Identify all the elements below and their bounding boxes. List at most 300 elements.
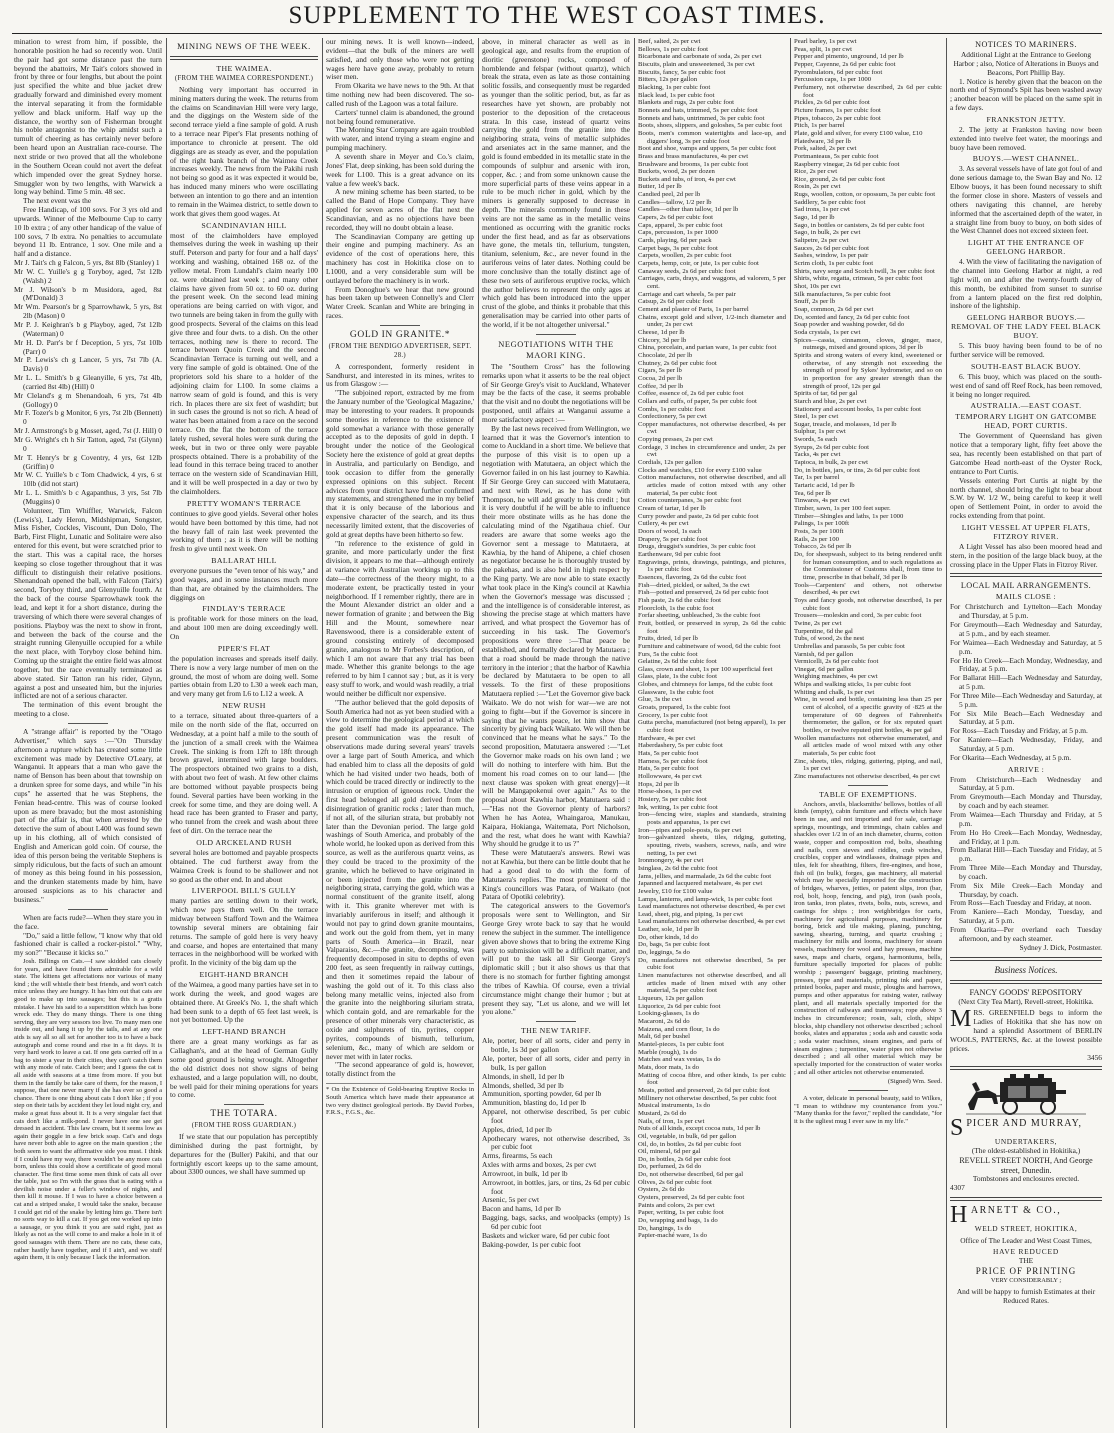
subhead: AUSTRALIA.—EAST COAST. xyxy=(970,401,1082,411)
tariff-item: Maizena, and corn flour, 1s do xyxy=(638,1025,720,1033)
tariff-item: Shirts, white, regatta, crimean, 5s per cubic foot xyxy=(794,275,923,283)
tariff-item: Cotton counterpanes, 3s per cubic foot xyxy=(638,497,742,505)
free-handicap: Free Handicap, of 100 sovs. For 3 yrs old and upwards. Winner of the Melbourne Cup to carry 10 lb extra ; of any other handicap of the value of 100 sovs, 7 lb extra. No penalties to accumulate beyond 11 lb. Entrance, 1 sov. One mile and a half and a distance. xyxy=(14,205,162,259)
tariff-item: Sad irons, 1s per cwt xyxy=(794,206,850,214)
tariff-item: Arsenic, 5s per cwt xyxy=(482,1195,540,1205)
tariff-item: Steel, 1s per cwt xyxy=(794,413,839,421)
tariff-item: Copper manufactures, not otherwise described, 4s per cwt xyxy=(638,420,786,436)
tariff-item: Fish—potted and preserved, 2s 6d per cubic foot xyxy=(638,589,769,597)
tariff-item: Starch and blue, 2s per cwt xyxy=(794,397,867,405)
subhead: BUOYS.—WEST CHANNEL. xyxy=(972,154,1080,164)
paragraph: everyone pursues the "even tenor of his way," and good wages, and in some instances much more than that, are obtained by the claimholders. The diggings on xyxy=(170,566,318,602)
tariff-item: Shot, 10s per cwt xyxy=(794,283,841,290)
mail-item: From Kaniere—Each Monday, Tuesday, and Saturday, at 5 p.m. xyxy=(950,907,1102,926)
section-rule xyxy=(950,1197,1102,1201)
tariff-item: Haberdashery, 5s per cubic foot xyxy=(638,742,723,750)
column-rule xyxy=(166,38,167,1428)
tariff-item: Fruit, bottled, or preserved in syrup, 2s 6d the cubic foot xyxy=(638,619,786,635)
notices-subheading: Additional Light at the Entrance to Geelong Harbor ; also, Notice of Alterations in Buoys and Beacons, Port Phillip Bay. xyxy=(953,50,1099,77)
race-entries xyxy=(14,259,162,507)
heading-rule xyxy=(170,56,318,60)
tariff-item: Nuts of all kinds, except cocoa nuts, 1d per lb xyxy=(638,1125,761,1133)
spicer-name: PICER AND MURRAY, xyxy=(966,1118,1083,1130)
harnett-name: ARNETT & CO., xyxy=(970,1204,1062,1216)
fancy-goods-body xyxy=(950,1006,1102,1053)
tariff-item: Chicory, 3d per lb xyxy=(638,336,687,344)
tariff-item: Nails, of iron, 1s per cwt xyxy=(638,1117,705,1125)
tariff-item: Pepper, Cayenne, 2s 6d per cubic foot xyxy=(794,60,896,68)
tariff-item: Tobacco, 2s 6d per lb xyxy=(794,543,852,551)
tariff-item: Soap powder and washing powder, 6d do xyxy=(794,321,905,329)
race-entry: Mr L. L. Smith's b c Agapanthus, 3 yrs, 5st 7lb (Muggins) 0 xyxy=(14,488,162,506)
paragraph: Carters' tunnel claim is abandoned, the ground not being found remunerative. xyxy=(326,107,474,126)
tariff-item: Iron—galvanized sheets, tiles, ridging, gutteting, spouting, rivets, washers, screws, nails, and wire netting, 1s per cwt xyxy=(638,834,786,857)
paragraph: is profitable work for those miners on the lead, and about 100 men are doing exceedingly well. On xyxy=(170,614,318,642)
tariff-item: Posts, 3s per 100ft xyxy=(794,528,844,535)
paragraph: "The second appearance of gold is, however, totally distinct from the xyxy=(326,1060,474,1079)
mail-item: From Okarita—Per overland each Tuesday afternoon, and by each steamer. xyxy=(950,924,1102,943)
spicer-tombstones: Tombstones and enclosures erected. xyxy=(972,1174,1080,1184)
subhead-new-rush: NEW RUSH xyxy=(222,701,266,711)
tariff-item: Silk manufactures, 5s per cubic foot xyxy=(794,290,891,298)
tariff-item: Percussion caps, 1s per 1000 xyxy=(794,76,872,84)
tariff-item: Confectionery, 5s per cwt xyxy=(638,413,707,421)
tariff-item: Apples, dried, 1d per lb xyxy=(482,1124,552,1134)
mining-news-heading: MINING NEWS OF THE WEEK. xyxy=(177,41,311,51)
mails-close-list xyxy=(950,603,1102,762)
tariff-item: Millinery not otherwise described, 5s per cubic foot xyxy=(638,1094,777,1102)
tariff-item: Swords, 5s each xyxy=(794,436,838,444)
tariff-item: Syrups, 2s 6d per cubic foot xyxy=(794,443,870,451)
tariff-item: Looking-glasses, 1s do xyxy=(638,1010,700,1018)
tariff-item: Almonds, in shell, 1d per lb xyxy=(482,1071,565,1081)
tariff-item: Tubs, of wood, 2s the nest xyxy=(794,635,865,643)
tariff-item: Tar, 1s per barrel xyxy=(794,474,840,482)
exemptions-text: Anchors, anvils, blacksmiths' bellows, bottles of all kinds (empty), cabin furniture and effects which have been in use, and not imported and for sale, carriage springs, mountings, and trimmings, chain cables and shackles over 1/2 in of an inch diameter, churns, cotton waste, copper and composition rod, bolts, sheathing and nails, corn sieves and riddles, crab winches, crucibles, copper and windlasses, drainage pipes and tiles, felt for sheathing, filters, fire-engines, and hose, fish oil (in bulk), forges, gas machinery, all material which may be specially imported for the construction of bridges, wharves, jetties, or patent slips, iron (bar, rod, bolt, hoop, fencing, and pig), iron (sash pools, iron tanks, iron plates, rivets, bolts, nuts, screws, and castings for ships ; iron weighbridges for carts, machinery for agricultural purposes, machinery for boring, brick and tile making, planing, punching, sawing, shearing, turning, and quartz crushing ; machinery for mills and looms, machinery for steam vessels, machinery for wool and hay presses, machine saws, maps and charts, organs, harmoniums, bells, furniture specially imported for places of public worship ; passengers' baggage, printing machinery, presses, type and materials, printing ink and paper, printed books, paper and music, ploughs and harrows, pumps and other apparatus for raising water, railway plant, and all materials specially imported for the construction of railways and tramways; rope above 3 inches in circumference; rosin, salt, cloth, ships' blocks, ship chandlery not otherwise described ; school books, slates and apparatus ; soda ash and caustic soda ; soda water machines, steam engines, and parts of steam engines ; turpentine, water pipes not otherwise described ; and all other material which may be specially imported for the construction of water works ; and all other articles not otherwise enumerated. xyxy=(794,800,942,1076)
tariff-list xyxy=(482,1037,630,1249)
tariff-item: Vinegar, 6d per gallon xyxy=(794,665,854,673)
mail-item: For Okarita—Each Wednesday, at 5 p.m. xyxy=(950,752,1072,762)
waimea-heading: THE WAIMEA. xyxy=(216,64,272,73)
paragraph: the population increases and spreads itself daily. There is now a very large number of men on the ground, the most of whom are doing well. Some parties obtain from L20 to L30 a week each man, and very many get from L6 to L12 a week. A xyxy=(170,653,318,699)
postmaster-signature: Sydney J. Dick, Postmaster. xyxy=(1019,942,1102,952)
notice: 5. This buoy having been found to be of no further service will be removed. xyxy=(950,341,1102,360)
tariff-item: Sago, 1d per lb xyxy=(794,214,835,222)
notice: A Light Vessel has also been moored head and stern, in the position of the large black buoy, at the crossing place in the Upper Flats in Fitzroy River. xyxy=(950,541,1102,569)
mails-arrive-heading: ARRIVE : xyxy=(1007,764,1045,774)
notice: 3. As several vessels have of late got foul of and done serious damage to, the Swan Bay and No. 12 Elbow buoys, it has been found necessary to shift the former close in shore. Masters of vessels and others navigating this channel, are hereby informed that the ascertained depth of the water, in a straight line from buoy to buoy, on both sides of the West Channel does not exceed sixteen feet. xyxy=(950,164,1102,236)
tariff-item: Sashes, window, 1s per pair xyxy=(794,252,869,260)
paragraph: to a terrace, situated about three-quarters of a mile on the north side of the flat, occurred on Wednesday, at a point half a mile to the south of the junction of a small creek with the Waimea Creek. The sinking is from 12ft to 18ft through brown gravel, intermixed with large boulders. The prospectors obtained two grains to a dish, with about two feet of wash. At few other claims are bottomed without payable prospects being found. Several parties have been working in the creek for some time, and they are doing well. A head race has been granted to Fraser and party, who tunnel from the creek and wash about three feet of dirt. On the terrace near the xyxy=(170,711,318,836)
tariff-item: Weighing machines, 4s per cwt xyxy=(794,673,878,681)
tariff-item: Do, for sheepwash, subject to its being rendered unfit for human consumption, and to such regulations as the Commissioner of Customs shall, from time to time, prescribe in that behalf, 3d per lb xyxy=(794,550,942,581)
tariff-item: Isinglass, 2s 6d the cubic foot xyxy=(638,864,718,872)
race-entry: Mr Wm. Pearson's br g Sparrowhawk, 5 yrs, 8st 2lb (Mason) 0 xyxy=(14,302,162,321)
tariff-item: Hats, 5s per cubic foot xyxy=(638,750,699,758)
race-entry: Mr J. Tait's ch g Falcon, 5 yrs, 8st 8lb (Stanley) 1 xyxy=(14,258,160,268)
tariff-item: Paper, writing, 1s per cubic foot xyxy=(638,1209,724,1217)
ad-number: 3456 xyxy=(1087,1052,1102,1062)
tariff-item: Bonnets and hats, trimmed, 5s per cubic foot xyxy=(638,106,758,114)
tariff-item: Lead, sheet, pig, and piping, 1s per cwt xyxy=(638,910,743,918)
paragraph: The categorical answers to the Governor's proposals were sent to Wellington, and Sir George Grey wrote back to say that he would renew the subject in the summer. The intelligence given above shows that to bring the extreme King party to submission will be a difficult matter, and will put to the task all Sir George Grey's diplomatic skill ; but it also shows us that that there is no stomach for further fighting amongst the tribes of Kawhia. Of course, even a trivial circumstance might change their humor ; but at present they say, "Let us alone, and we will let you alone." xyxy=(482,901,630,1017)
harnett-very: VERY CONSIDERABLY ; xyxy=(990,1277,1062,1285)
tariff-item: Marble (rough), 1s do xyxy=(638,1048,697,1056)
tariff-item: Tartaric acid, 1d per lb xyxy=(794,482,855,490)
tariff-item: Perfumery, not otherwise described, 2s 6d per cubic foot xyxy=(794,83,942,99)
column-5 xyxy=(638,38,786,1428)
column-7 xyxy=(950,38,1102,1428)
column-3 xyxy=(326,38,474,1428)
tariff-item: Boots, shoes, slippers, and goloshes, 5s per cubic foot xyxy=(638,122,783,130)
tariff-item: Mantel-pieces, 1s per cubic foot xyxy=(638,1040,724,1048)
tariff-item: Umbrellas and parasols, 5s per cubic foot xyxy=(794,642,905,650)
mail-item: From Waimea—Each Thursday and Friday, at 5 p.m. xyxy=(950,810,1102,828)
masthead-rule xyxy=(12,33,1102,34)
tariff-item: Sugar, treacle, and molasses, 1d per lb xyxy=(794,420,897,428)
paragraph: A seventh share in Meyer and Co.'s claim, Jones' Flat, deep sinking, has been sold during the week for L100. This is a great advance on its value a few week's back. xyxy=(326,151,474,188)
tariff-item: Caps, apparel, 3s per cubic foot xyxy=(638,221,723,229)
exemptions-heading: TABLE OF EXEMPTIONS. xyxy=(819,789,917,799)
tariff-item: Ale, porter, beer of all sorts, cider and perry in bulk, 1s per gallon xyxy=(482,1053,630,1072)
subhead-eight-hand: EIGHT-HAND BRANCH xyxy=(199,970,289,980)
tariff-item: Liquorice, 2s 6d per cubic foot xyxy=(638,1002,721,1010)
mail-item: From Greymouth—Each Monday and Thursday, by coach and by each steamer. xyxy=(950,792,1102,811)
tariff-item: Do, scented and fancy, 2s 6d per cubic foot xyxy=(794,313,910,321)
mail-item: For Six Mile Beach—Each Wednesday and Saturday, at 5 p.m. xyxy=(950,708,1102,727)
new-tariff-heading: THE NEW TARIFF. xyxy=(520,1026,592,1036)
subhead-pretty-woman: PRETTY WOMAN'S TERRACE xyxy=(186,498,302,508)
tariff-item: Do, wrapping and bags, 1s do xyxy=(638,1217,718,1225)
tariff-list-continued xyxy=(638,38,786,1240)
separator xyxy=(536,334,576,335)
tariff-item: Canaway seeds, 2s 6d per cubic foot xyxy=(638,267,736,275)
tariff-item: Forfar sheeting, unbleached, 3s the cubic foot xyxy=(638,612,761,620)
tariff-item: Pork, salted, 2s per cwt xyxy=(794,145,857,153)
paragraph: If we state that our population has perceptibly diminished during the past fortnight, by departures for the (Buller) Pakihi, and that our fortnightly escort keeps up to the same amount, about 3300 ounces, we shall have summed up xyxy=(170,1132,318,1177)
tariff-item: Bacon and hams, 1d per lb xyxy=(482,1204,561,1214)
column-4 xyxy=(482,38,630,1428)
tariff-item: Tinwares, 4s per cwt xyxy=(794,497,850,505)
tariff-item: Glue, 3s the cwt xyxy=(638,696,682,704)
tariff-item: Do, perfumed, 2s 6d do xyxy=(638,1163,702,1171)
mail-item: For Waimea—Each Wednesday and Saturday, at 5 p.m. xyxy=(950,637,1102,656)
mail-item: From Ross—Each Tuesday and Friday, at noon. xyxy=(950,898,1092,908)
tariff-item: Tools—Carpenters' and others, not otherwise described, 4s per cwt xyxy=(794,581,942,597)
tariff-item: Toys and fancy goods, not otherwise described, 1s per cubic foot xyxy=(794,596,942,612)
tariff-item: Do, other kinds, 1d do xyxy=(638,933,698,941)
paragraph: From Okarita we have news to the 9th. At that time nothing new had been discovered. The so-called rush of the Lagoon was a total failure. xyxy=(326,81,474,108)
tariff-item: Rosin, 2s per cwt xyxy=(794,183,841,191)
strange-affair: A "strange affair" is reported by the "Otago Advertiser," which says :—"On Thursday afternoon a rupture which has created some little excitement was made by Detective O'Leary, at Wanganui. It appears that a man who gave the name of Benson has been about that township on a drunken spree for some days, and while "in his cups" he asserted that he was Stephens, the Fenian head-centre. This was of course looked upon as mere bravado; but the most astonishing part of the affair is, that when arrested by the detective the sum of about L400 was found sewn up in his clothing, all of which consisted of English and American gold coin. Of course, the idea of this person being the veritable Stephens is simply ridiculous, but the facts of such an amount of money as this being found in his possession, and the drunken statements made by him, have aroused suspicions as to his character and business." xyxy=(14,726,162,904)
tariff-item: Glass, crown and sheet, 1s per 100 superficial feet xyxy=(638,665,773,673)
mail-item: For Christchurch and Lyttelton—Each Monday and Thursday, at 5 p.m. xyxy=(950,602,1102,621)
tariff-item: Harness, 5s per cubic foot xyxy=(638,757,708,765)
tariff-item: Mustard, 2s 6d do xyxy=(638,1109,687,1117)
notices-heading: NOTICES TO MARINERS. xyxy=(975,40,1077,49)
tariff-item: Almonds, shelled, 3d per lb xyxy=(482,1080,564,1090)
mail-item: From Christchurch—Each Wednesday and Saturday, at 5 p.m. xyxy=(950,774,1102,793)
paragraph: several holes are bottomed and payable prospects obtained. The cud furtherst away from the Waimea Creek is found to be shallower and not so good as the other end. In and about xyxy=(170,847,318,884)
tariff-item: Earthenware, 9d per cubic foot xyxy=(638,550,721,558)
paragraph: The Morning Star Company are again troubled with water, and intend trying a steam engine and pumping machinery. xyxy=(326,125,474,153)
paragraph: "In reference to the existence of gold in granite, and more particularly under the first division, it appears to me that—although entirely at variance with Australian workings up to this date—the correctness of the theory might, to a moderate extent, be practically tested in your neighborhood. If I remember rightly, there are in the Mount Alexander district an older and a newer formation of granite ; and between the Big Hill and the Mount, somewhere near Ravenswood, there is a considerable extent of ground consisting entirely of decomposed granite, analogous to Mr Forbes's description, of which I am not aware that any trial has been made. Whether this granite belongs to the age referred to by him I cannot say ; but, as it is very easy stuff to work, and would wash readily, a trial would neither be difficult nor expensive. xyxy=(326,538,474,698)
separator xyxy=(848,785,888,786)
josh-billings-cats: Josh. Billings on Cats.—I saw skidded cats closely for years, and have found them admirable for a wild state. The kittens get affectations nor various of many kind ; the will whistle their best friends, and won't catch mice unless they are hungry. It has him out that cats are good to make up into sausages; but this is a gratis mistake. I have his said to a superstition which has bone wreck ede. They do many things. There is one thing serving, they are very sessors too live. To many men one inside out, and hang it up by the tails, and at any one aids is say all so all set for another too is to have a back autograph and come round and rise in a fit days. It is very hard work to leave a cat. If one gets carried off in a bag to sister a year in their cities, they can't catch them with any mode of rate. Catch beer; and I guess the cat is all aside with seasons at a time from more. If you but them in the family be take care of them, for the reason, I suppose, that one never marry if she has ever so good a chance. There is one thing about cats I don't like ; if you step on their tails by accident they let loud night cry, and make a great fuss about it. It is a very singular fact that cats don't like a milk-pond. I never have one see get dressed in accident. This law cream, but it seems low as again their goggle in a few brick soap. Cat's and dogs have never both able to agree on the main question ; the both seem to want the affirmative side you must. I think if I could have my way, there wouldn't be any more cats born, unless this could show a certificate of good moral character. The first time some men think of cats all over the table, just so I'm with the grass that is eating with a devilish noise under a feller's window of nights, and then kill it mouse. If I was to have a choice between a cat and a striped snake, I would take the snake, because I could get rid of the snake by letting him go. There isn't no sorts way to kill a cat. If you get one worked up into a sausage, or you think it you are said right, just as likely as not as the will come to and make a hole in it of good sausages with them. There are no cats, these cats, rather hastily have together, and if I ain't, and we stuff again them, it is only because I lack the information. xyxy=(14,958,162,1262)
tariff-item: Cordials, 12s per gallon xyxy=(638,459,702,467)
tariff-item: Iron—pipes and pole-posts, 6s per cwt xyxy=(638,826,742,834)
tariff-item: Oil, do, in bottles, 2s 6d per cubic foot xyxy=(638,1140,742,1148)
paragraph: A voter, delicate in personal beauty, said to Wilkes, "I mean to withdraw my countenance from you." "Many thanks for the favor," replied the candidate, "for it is the ugliest mug I ever saw in my life." xyxy=(794,1094,942,1125)
tariff-item: Candles—other than tallow, 1d per lb xyxy=(638,206,739,214)
tariff-item: Buckets and tubs, of iron, 4s per cwt xyxy=(638,175,736,183)
section-rule xyxy=(950,957,1102,961)
spicer-address: REVELL STREET NORTH, And George street, Dunedin. xyxy=(959,1156,1093,1175)
fancy-goods-text: RS. GREENFIELD begs to inform the Ladies of Hokitika that she has now on hand a splendid Assortment of BERLIN WOOLS, PATTERNS, &c. at the lowest possible prices. xyxy=(950,1008,1102,1053)
tariff-item: Timber—Shingles and laths, 1s per 1000 xyxy=(794,512,904,520)
hearse-illustration xyxy=(966,1074,1086,1116)
harnett-office: Office of The Leader and West Coast Times, xyxy=(960,1235,1092,1245)
tariff-item: Engravings, prints, drawings, paintings, and pictures, 1s per cubic foot xyxy=(638,558,786,574)
subhead: FRANKSTON JETTY. xyxy=(986,114,1066,124)
subhead-left-hand: LEFT-HAND BRANCH xyxy=(202,1027,286,1037)
ad-number: 4307 xyxy=(950,1182,965,1192)
race-entry: Mr L. L. Smith's b g Gleanyille, 6 yrs, 7st 4lb, (carried 8st 4lb) (Hill) 0 xyxy=(14,373,162,391)
column-rule xyxy=(478,38,479,1428)
tariff-item: Do, hangings, 1s do xyxy=(638,1224,692,1232)
mail-item: For Ballarat Hill—Each Wednesday and Saturday, at 5 p.m. xyxy=(950,673,1102,692)
tariff-item: Boot and shoe, vamps and uppers, 5s per cubic foot xyxy=(638,145,776,153)
race-entry: Mr W. C. Yuille's g g Toryboy, aged, 7st 12lb (Walsh) 2 xyxy=(14,266,162,285)
paragraph: These were Matutaera's answers. Rewi was not at Kawhia, but there can be little doubt that he had a good deal to do with the form of Matutaera's replies. The most prominent of the King's councillors was Patara, of Waikato (not Patara of Opotiki celebrity). xyxy=(482,848,630,902)
tariff-item: Wine, in wood and bottle, containing less than 25 per cent of alcohol, of a specific gravity of ·825 at the temperature of 60 degrees of Fahrenheit's thermometer, the gallon, or for six reputed quart bottles, or twelve reputed pint bottles, 4s per gal xyxy=(794,696,942,735)
tariff-item: Stationery and account books, 1s per cubic foot xyxy=(794,405,922,413)
tariff-item: Coffee, essence of, 2s 6d per cubic foot xyxy=(638,390,744,398)
totara-source: (FROM THE ROSS GUARDIAN.) xyxy=(191,1122,297,1130)
tariff-item: Bellows, 1s per cubic foot xyxy=(638,45,709,53)
tariff-item: Twine, 2s per cwt xyxy=(794,619,842,627)
tariff-item: Blankets and rugs, 2s per cubic foot xyxy=(638,99,735,107)
separator xyxy=(68,909,108,910)
tariff-item: China, porcelain, and parian ware, 1s per cubic foot xyxy=(638,344,777,352)
tariff-item: Zinc, sheets, tiles, ridging, guttering, piping, and nail, 1s per cwt xyxy=(794,757,942,773)
tariff-item: Hardware, 4s per cwt xyxy=(638,734,696,742)
tariff-item: Do, bags, 5s per cubic foot xyxy=(638,941,710,949)
tariff-list-continued xyxy=(794,38,942,781)
tariff-item: Coffee, 3d per lb xyxy=(638,382,684,390)
tariff-item: Candied peel, 2d per lb xyxy=(638,191,701,199)
tariff-item: Musical instruments, 1s do xyxy=(638,1102,711,1110)
tariff-item: Chutney, 2s 6d per cubic foot xyxy=(638,359,717,367)
tariff-item: Carpets, hemp, coir, or jute, 1s per cubic foot xyxy=(638,260,759,268)
tariff-item: Spirits and strong waters of every kind, sweetened or otherwise, of any strength not exceeding the strength of proof by Sykes' hydrometer, and so on in proportion for any greater strength than the strength of proof, 12s per gal xyxy=(794,351,942,390)
tariff-item: Arms, firearms, 5s each xyxy=(482,1151,553,1161)
tariff-item: Carriages, carts, drays, and waggons, ad valorem, 5 per cent. xyxy=(638,275,786,290)
tariff-item: Lead manufactures not otherwise described, 4s per cwt xyxy=(638,918,786,926)
tariff-item: Snuff, 2s per lb xyxy=(794,298,836,306)
tariff-item: Matches and wax vestas, 1s do xyxy=(638,1056,721,1064)
paragraph: From Donoghue's we hear that new ground has been taken up between Connelly's and Clerr Water Creek. Scanlan and White are bringing in races. xyxy=(326,284,474,321)
tariff-item: Carriage and cart wheels, 5s per pair xyxy=(638,290,736,298)
paragraph: above, in mineral character as well as in geological age, and results from the eruption of dioritic (greenstone) rocks, composed of hornblende and felspar (without quartz), which break the strata, even as late as those containing solitic fossils, and consequently must be regarded as younger than the solitic period, but, as far as researches have yet shown, are probably not posterior to the deposition of the cretaceous strata. In this case, instead of quartz veins carrying the gold from the granite into the neighboring strata, veins of metallic sulphides and arseniates act in the same manner, and the gold is found embedded in its metallic state in the compounds of sulphur and arsenic with iron, copper, &c. ; and from some unknown cause the more superficial parts of these veins appear in a rule to be much richer in gold, which by the miners is generally supposed to decrease in depth. The minerals commonly found in these veins are not the same as in the metallic veins mentioned as occurring with the granitic rocks under the first head, and as far as observations have gone, the metals tin, tellurium, tungsten, titanium, selenium, &c., are never found in the auriferous veins of later dates. Nothing could be more conclusive than the totally distinct age of these two sets of auriferous eruptive rocks, which the author believes to represent the only ages at which gold has been introduced into the upper crust of the globe, and thinks it probable that this generalisation may be carried into other parts of the world, if it be not altogether universal." xyxy=(482,38,630,329)
tariff-item: Furs, 5s the cubic foot xyxy=(638,650,698,658)
harnett-end: And will be happy to furnish Estimates at their Reduced Rates. xyxy=(956,1287,1096,1305)
paragraph: The Scandinavian Company are getting up their engine and pumping machinery. As an evidence of the cost of operations here, this machinery has cost in Hokitika close on to L1000, and a very considerable sum will be outlayed before the machinery is in work. xyxy=(326,231,474,285)
tariff-item: Sago, in bottles or canisters, 2s 6d per cubic foot xyxy=(794,221,925,229)
tariff-item: Butter, 1d per lb xyxy=(638,183,682,191)
tariff-item: Bonnets and hats, untrimmed, 3s per cubic foot xyxy=(638,114,765,122)
tariff-item: Japanned and lacquered metalware, 4s per cwt xyxy=(638,880,763,888)
subhead-findlay: FINDLAY'S TERRACE xyxy=(202,604,286,614)
race-entry: Mr G. Wright's ch h Sir Tatton, aged, 7st (Glynn) 0 xyxy=(14,434,162,453)
paragraph: continues to give good yields. Several other holes would have been bottomed by this time, had not the heavy fall of rain last week prevented the working of them ; as it is there will be nothing fresh to give until next week. On xyxy=(170,508,318,554)
column-6 xyxy=(794,38,942,1428)
tariff-item: Floorcloth, 1s the cubic foot xyxy=(638,604,714,612)
tariff-item: Cutlery, 4s per cwt xyxy=(638,520,689,528)
tariff-item: Pitch, 1s per barrel xyxy=(794,122,845,130)
tariff-item: Pickles, 2s 6d per cubic foot xyxy=(794,99,870,107)
tariff-item: Drapery, 5s per cubic foot xyxy=(638,535,708,543)
tariff-item: Soda crystals, 1s per cwt xyxy=(794,328,861,336)
tariff-item: Buckets, wood, 2s per dozen xyxy=(638,168,715,176)
tariff-item: Grocery, 1s per cubic foot xyxy=(638,711,708,719)
notice: 2. The jetty at Frankston having now been extended into twelve feet water, the moorings and buoy have been removed. xyxy=(950,124,1102,152)
section-rule xyxy=(950,573,1102,577)
business-notices-heading: Business Notices. xyxy=(994,964,1058,975)
race-entry: Mr T. Henry's br g Coventry, 4 yrs, 6st 12lb (Griffin) 0 xyxy=(14,452,162,471)
mail-heading: LOCAL MAIL ARRANGEMENTS. xyxy=(960,581,1092,591)
tariff-item: Brass and brass manufactures, 4s per cwt xyxy=(638,152,749,160)
tariff-item: Macaroni, 2s 6d do xyxy=(638,1018,690,1025)
tariff-item: Spices—cassia, cinnamon, cloves, ginger, mace, nutmegs, mixed and ground spices, 3d per lb xyxy=(794,336,942,352)
subhead-piper: PIPER'S FLAT xyxy=(217,643,271,653)
waimea-source: (FROM THE WAIMEA CORRESPONDENT.) xyxy=(174,75,314,82)
tariff-item: Lead manufactures not otherwise described, 4s per cwt xyxy=(638,903,786,911)
tariff-item: Scrim cloth, 1s per cubic foot xyxy=(794,260,874,268)
paragraph: "The author believed that the gold deposits of South America had not as yet been studied with a view to determine the geological period at which the gold itself had made its appearance. The present communication was the result of observations made during several years' travels over a large part of South America, and which had enabled him to class all the deposits of gold which he had visited under two heads, both of which could be traced directly or indirectly to the intrusion or eruption of igneous rock. Under the first head belonged all gold derived from the disintegration of granitic rocks ; later than much, if not all, of the silurian strata, but probably not later than the Devonian period. The large gold washings of South America, and probably of the whole world, he looked upon as derived from this source, as well as the auriferous quartz veins, as they could be traced to the proximity of the granite, which he believed to have originated in or been injected from the granite into the neighboring strata, carrying the gold, which was a normal constituent of the granite itself, along with it. This granite wherever met with is invariably auriferous in itself; and although it would not pay to grind down granite mountains, and work out the gold from them, yet in many parts of South America—in Brazil, near Valparaiso, &c.—the granite, decomposing, was frequently decomposed in situ to depths of even 200 feet, as seen frequently in railway cuttings, and then it sometimes repaid the labour of washing the gold out of it. To this class also belong many metallic veins, injected also from the granite into the neighboring siluriam strata, which contain gold, and are remarkable for the presence of other minerals very characteristic, as oxide and sulphurets of tin, pyrites, copper pyrites, compounds of bismuth, tellurium, selenium, &c., many of which are seldom or never met with in later rocks. xyxy=(326,697,474,1061)
tariff-item: Rails, 2s per 100 xyxy=(794,535,839,543)
tariff-item: Biscuits, plain and unsweetened, 3s per cwt xyxy=(638,60,755,68)
subhead-ballarat: BALLARAT HILL xyxy=(211,556,277,566)
fancy-goods-title: FANCY GOODS' REPOSITORY xyxy=(969,987,1083,997)
tariff-item: Pepper and pimento, unground, 1d per lb xyxy=(794,53,904,61)
tariff-item: Furniture and cabinetware of wood, 6d the cubic foot xyxy=(638,642,781,650)
tariff-item: Horse-shoes, 1s per cwt xyxy=(638,788,702,796)
tariff-item: Glassware, 1s the cubic foot xyxy=(638,688,714,696)
race-entry: Mr Cleland's g m Shenandoah, 6 yrs, 7st 4lb (Gollogy) 0 xyxy=(14,390,162,409)
tariff-item: Hats, 5s per cubic foot xyxy=(638,765,699,773)
race-entry: Mr J. Armstrong's b g Mosset, aged, 7st (J. Hill) 0 xyxy=(14,426,162,436)
tariff-item: Varnish, 6d per gallon xyxy=(794,650,854,658)
tariff-item: Timber, sawn, 1s per 100 feet super. xyxy=(794,505,891,513)
tariff-item: Mats, door mats, 1s do xyxy=(638,1063,699,1071)
tariff-item: Rice, 2s per cwt xyxy=(794,168,838,176)
totara-heading: THE TOTARA. xyxy=(210,1109,278,1120)
tariff-item: Curry powder and paste, 2s 6d per cubic foot xyxy=(638,512,759,520)
tariff-item: Hollowware, 4s per cwt xyxy=(638,773,702,780)
tariff-item: Pyrombulators, 6d per cubic foot xyxy=(794,68,883,76)
tariff-item: Rugs, woollen, cotton, or opossum, 3s per cubic foot xyxy=(794,191,936,199)
race-entry: Mr P. Lewis's ch g Lancer, 5 yrs, 7st 7lb (A. Davis) 0 xyxy=(14,355,162,374)
tariff-item: Jewelry, £10 for £100 value xyxy=(638,887,713,895)
paragraph: "The subjoined report, extracted by me from the January number of the 'Geological Magazine,' may be interesting to your readers. It propounds some theories in reference to the existence of gold somewhat a variance with those generally accepted as to the deposits of gold in depth. I brought under the notice of the Geological Society here the existence of gold at great depths in Australia, and particularly on Bendigo, and took occasion to differ from the generally expressed opinions on this subject. Recent advices from your district have further confirmed my statements, and strengthened me in my belief that it is only because of the laborious and expensive character of the search, and its thus necessarily limited extent, that the discoveries of gold at great depths have been hitherto so few. xyxy=(326,388,474,539)
subhead: LIGHT AT THE ENTRANCE OF GEELONG HARBOR. xyxy=(967,238,1085,257)
notice: 4. With the view of facilitating the navigation of the channel into Geelong Harbor at night, a red light will, on and after the twenty-fourth day of this month, be exhibited from sunset to sunrise from a lantern placed on the first red dolphin, inshore of the lightship. xyxy=(950,257,1102,311)
tariff-item: Sulphur, 1s per cwt xyxy=(794,428,846,436)
column-rule xyxy=(790,38,791,1428)
tariff-item: Plate, gold and silver, for every £100 value, £10 xyxy=(794,129,923,137)
tariff-item: Pearl barley, 1s per cwt xyxy=(794,38,857,45)
tariff-item: Chains, except gold and silver, 1/2-inch diameter and under, 2s per cwt xyxy=(638,313,786,329)
tariff-item: Apparel, not otherwise described, 5s per cubic foot xyxy=(482,1107,630,1125)
tariff-item: Cement and plaster of Paris, 1s per barrel xyxy=(638,305,749,313)
mails-close-heading: MAILS CLOSE : xyxy=(995,592,1057,602)
paragraph: The "Southern Cross" has the following remarks upon what it asserts to be the real object of Sir George Grey's visit to Auckland, Whatever may be the facts of the case, it seems probable that the visit and no doubt the negotiations will be postponed, until affairs at Wanganui assume a more satisfactory aspect :— xyxy=(482,361,630,424)
termination-paragraph: The termination of this event brought the meeting to a close. xyxy=(14,700,162,719)
tariff-item: Vermicelli, 2s 6d per cubic foot xyxy=(794,658,879,666)
mail-item: For Ho Ho Creek—Each Monday, Wednesday, and Friday, at 5 p.m. xyxy=(950,655,1102,674)
drop-cap: H xyxy=(950,1201,969,1228)
tariff-item: Essences, flavoring, 2s 6d the cubic foot xyxy=(638,573,747,581)
tariff-item: Lamps, lanterns, and lamp-wick, 1s per cubic foot xyxy=(638,895,773,903)
notice: The Government of Queensland has given notice that a temporary light, fifty feet above the sea, has recently been established on that part of Gatcombe Head north-east of the Oyster Rock, entrance to Port Curtis. xyxy=(950,431,1102,476)
tariff-item: Trousers—moleskin and cord, 3s per cubic foot xyxy=(794,612,922,620)
tariff-item: Cigars, 5s per lb xyxy=(638,367,682,375)
tariff-item: Raspberry vinegar, 2s 6d per cubic foot xyxy=(794,160,900,168)
tariff-item: Do, in bottles, 2s 6d per cubic foot xyxy=(638,1155,731,1163)
tariff-item: Oysters, 2s 6d do xyxy=(638,1186,685,1194)
tariff-item: Jams, jellies, and marmalade, 2s 6d the cubic foot xyxy=(638,872,772,880)
notice: 1. Notice is hereby given that the beacon on the north end of Symond's Spit has been washed away ; another beacon will be placed on the same spit in a few days. xyxy=(950,76,1102,113)
tariff-item: Combs, 1s per cubic foot xyxy=(638,405,706,413)
mail-item: From Six Mile Creek—Each Monday and Thursday, by coach. xyxy=(950,880,1102,899)
tariff-item: Chocolate, 2d per lb xyxy=(638,351,693,359)
section-rule xyxy=(950,1066,1102,1070)
tariff-item: Do, in bottles, jars, or tins, 2s 6d per cubic foot xyxy=(794,466,920,474)
tariff-item: Globes, and chimneys for lamps, 6d the cubic foot xyxy=(638,681,773,689)
tariff-item: Spirits of tar, 6d per gal xyxy=(794,390,858,398)
tariff-item: Linen manufactures not otherwise described, and all articles made of linen mixed with any other material, 5s per cubic foot xyxy=(638,972,786,995)
tariff-item: Papier-maché ware, 1s do xyxy=(638,1232,707,1240)
tariff-item: Catsup, 2s 6d per cubic foot xyxy=(638,298,714,306)
tariff-item: Gelatine, 2s 6d the cubic foot xyxy=(638,658,717,666)
paragraph: Nothing very important has occurred in mining matters during the week. The returns from the claims on Scandinavian Hill were very large, and the diggings on the Western side of the second terrace yield a fine sample of gold. A rush to a terrace near Piper's Flat presents nothing of importance to chronicle at present. The old diggings are as steady as ever, and the population of the right bank branch of the Waimea Creek increases weekly. The news from the Pakihi rush not being so good as it was expected it would be, has induced many miners who were oscillating between an intention to go there and an intention to remain in the Waimea district, to settle down to work that gives them good wages. At xyxy=(170,84,318,218)
tariff-item: Shirts, navy serge and Scotch twill, 3s per cubic foot xyxy=(794,267,935,275)
tariff-item: Arrowroot, in bulk, 1d per lb xyxy=(482,1168,568,1178)
tariff-item: Hosiery, 5s per cubic foot xyxy=(638,795,707,803)
tariff-item: Do, not otherwise described, 6d per gal xyxy=(638,1171,744,1179)
joke-rocker: "Do," said a little fellow, "I know why that old fashioned chair is called a rocker-pistol." "Why, my son?" "Because it kicks so." xyxy=(14,930,162,958)
mail-item: For Kaniere—Each Wednesday, Friday, and Saturday, at 5 p.m. xyxy=(950,735,1102,753)
drop-cap: M xyxy=(950,1006,972,1033)
tariff-item: Oysters, preserved, 2s 6d per cubic foot xyxy=(638,1194,745,1202)
tariff-item: Caps, percussion, 1s per 1000 xyxy=(638,229,718,237)
separator xyxy=(68,723,108,724)
tariff-item: Arrowroot, in bottles, jars, or tins, 2s 6d per cubic foot xyxy=(482,1177,630,1196)
tariff-item: Pipes, tobacco, 2s per cubic foot xyxy=(794,114,881,122)
race-next: The next event was the xyxy=(23,196,92,206)
tariff-item: Soap, common, 2s 6d per cwt xyxy=(794,305,874,313)
subhead: SOUTH-EAST BLACK BUOY. xyxy=(970,361,1082,371)
tariff-item: Tacks, 4s per cwt xyxy=(794,451,841,459)
notice: Vessels entering Port Curtis at night by the north channel, should bring the light to bear about S.W. by W. 1/2 W., being careful to keep it well open of Settlement Point, in order to avoid the rocks extending from that point. xyxy=(950,475,1102,521)
tariff-item: Paints and colors, 2s per cwt xyxy=(638,1201,715,1209)
drop-cap: S xyxy=(950,1115,965,1142)
tariff-item: Carpet bags, 3s per cubic foot xyxy=(638,244,718,252)
tariff-item: Cotton manufactures, not otherwise described, and all articles made of cotton mixed with any other material, 5s per cubic foot xyxy=(638,474,786,497)
column-rule xyxy=(322,38,323,1428)
paragraph: By the last news received from Wellington, we learned that it was the Governor's intention to come to Auckland in a short time. We believe that the purpose of this visit is to open up a negotiation with Matutaera, an object which the Governor failed in on his last journey to Kawhia. If Sir George Grey can succeed with Matutaera, and next with Rewi, as he has done with Thompson, he will add greatly to his credit ; but it is very doubtful if he will be able to influence their more obstinate wills as he has done the calculating mind of the Ngatihaua chief. Our readers are aware that some weeks ago the Governor sent a message to Matutaera, at Kawhia, by the hand of Ahipene, a chief chosen as negotiator because he is thoroughly trusted by the pakehas, and is also held in high respect by the King party. We are now able to state exactly what took place in the King's council at Kawhia when the Governor's message was discussed ; and the intelligence is of considerable interest, as showing the precise stage at which matters have arrived, and what prospect the Governor has of succeeding in his task. The Governor's propositions were three :—That peace be established, and formally declared by Matutaera ; that a road should be made through the native territory in the interior ; that the harbor of Kawhia be declared by Matutaera to be open to all vessels. To the first of these propositions Matutaera replied :—"Let the Governor give back Waikato. We do not wish for war—we are not going to fight—but if the Governor is sincere in saying that he wants peace, let him show that sincerity by giving back Waikato. We will then be convinced that he means what he says." To the second proposition, Matutaera answered :—"Let the Governor make roads on his own land ; we will do nothing to interfere with him. But the moment his road comes on to our land— [the next clause was spoken with great energy]—it will be Mangapokenui over again." As to the proposal about Kawhia harbor, Matutaera said :—"Has not the Governor plenty of harbors? When he has Aotea, Whaingaroa, Manukau, Kaipara, Hokianga, Waitemata, Port Nicholson, and the rest, what does he want with Kawhia? Why should he grudge it to us ?" xyxy=(482,423,630,849)
